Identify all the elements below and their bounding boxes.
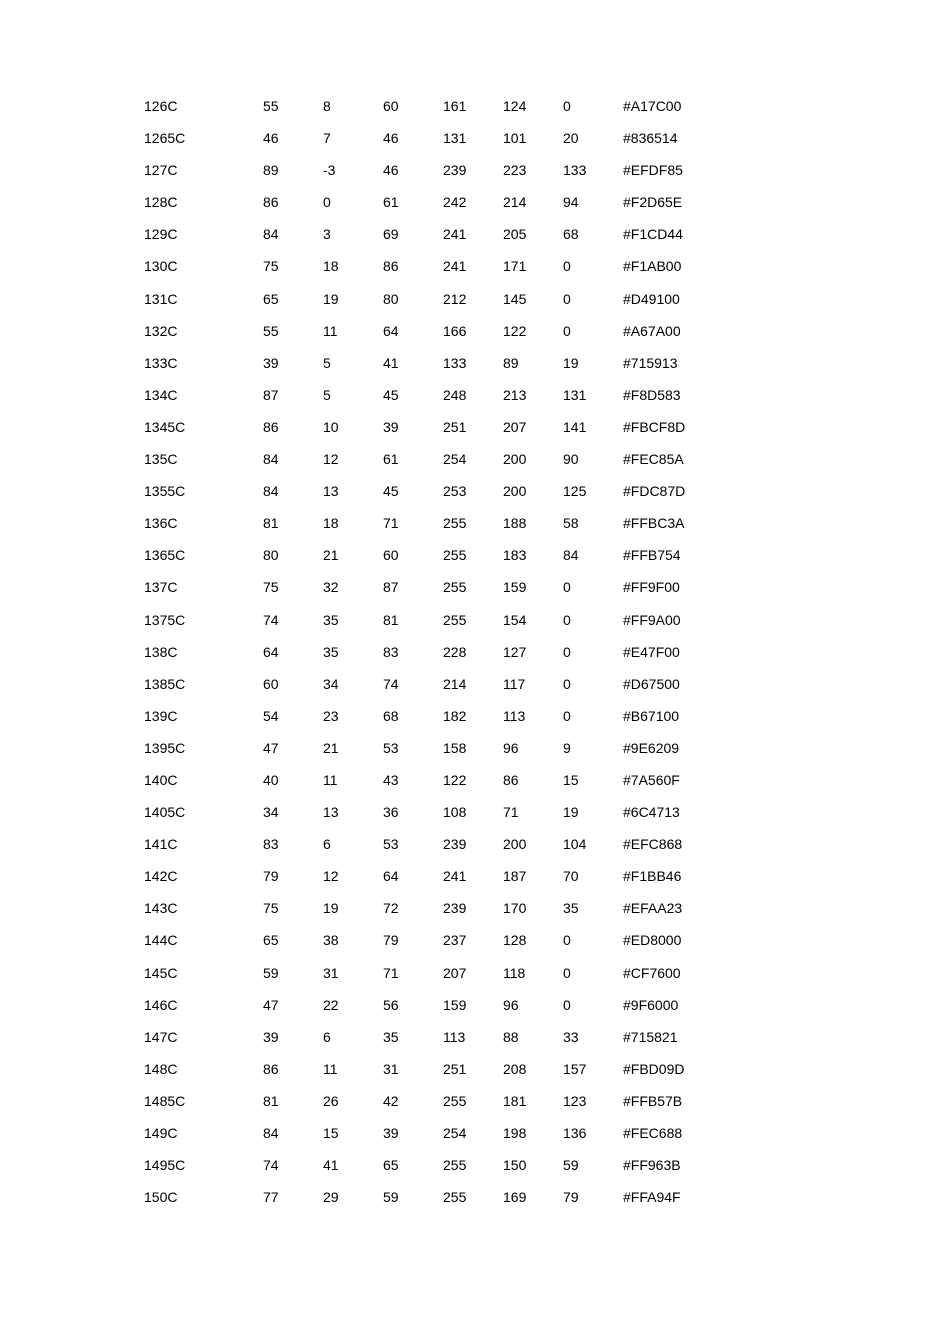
cell-hex: #D49100 <box>623 290 680 307</box>
cell-a-value: 19 <box>323 290 339 307</box>
cell-code: 140C <box>144 771 178 788</box>
cell-l-value: 39 <box>263 354 279 371</box>
cell-code: 138C <box>144 643 178 660</box>
cell-l-value: 40 <box>263 771 279 788</box>
cell-hex: #E47F00 <box>623 643 680 660</box>
cell-code: 131C <box>144 290 178 307</box>
cell-a-value: 11 <box>323 322 338 339</box>
cell-a-value: 41 <box>323 1157 339 1174</box>
cell-green: 223 <box>503 162 527 179</box>
cell-a-value: 35 <box>323 611 339 628</box>
cell-hex: #FFBC3A <box>623 515 685 532</box>
cell-b-value: 72 <box>383 900 399 917</box>
cell-blue: 0 <box>563 322 571 339</box>
cell-b-value: 83 <box>383 643 399 660</box>
cell-blue: 84 <box>563 547 579 564</box>
cell-green: 118 <box>503 964 526 981</box>
cell-a-value: 35 <box>323 643 339 660</box>
cell-a-value: 15 <box>323 1125 339 1141</box>
cell-l-value: 74 <box>263 611 279 628</box>
cell-red: 108 <box>443 804 467 821</box>
cell-green: 200 <box>503 836 527 853</box>
cell-blue: 19 <box>563 804 579 821</box>
cell-a-value: 5 <box>323 354 331 371</box>
cell-blue: 133 <box>563 162 587 179</box>
cell-b-value: 64 <box>383 322 399 339</box>
cell-code: 1495C <box>144 1157 186 1174</box>
cell-green: 88 <box>503 1028 519 1045</box>
cell-hex: #7A560F <box>623 771 680 788</box>
cell-red: 251 <box>443 418 467 435</box>
cell-hex: #9F6000 <box>623 996 679 1013</box>
cell-red: 253 <box>443 483 467 500</box>
cell-red: 122 <box>443 771 467 788</box>
cell-red: 166 <box>443 322 467 339</box>
cell-l-value: 84 <box>263 451 279 468</box>
cell-green: 145 <box>503 290 527 307</box>
cell-l-value: 47 <box>263 996 279 1013</box>
cell-green: 127 <box>503 643 527 660</box>
cell-l-value: 84 <box>263 483 279 500</box>
cell-b-value: 45 <box>383 483 399 500</box>
cell-green: 171 <box>503 258 527 275</box>
cell-b-value: 64 <box>383 868 399 885</box>
cell-red: 239 <box>443 900 467 917</box>
cell-red: 133 <box>443 354 467 371</box>
cell-b-value: 39 <box>383 1125 399 1141</box>
cell-green: 200 <box>503 451 527 468</box>
cell-red: 248 <box>443 386 467 403</box>
cell-a-value: 19 <box>323 900 339 917</box>
cell-green: 96 <box>503 739 519 756</box>
cell-l-value: 75 <box>263 900 279 917</box>
cell-code: 145C <box>144 964 178 981</box>
cell-b-value: 68 <box>383 707 399 724</box>
cell-l-value: 54 <box>263 707 279 724</box>
cell-green: 213 <box>503 386 527 403</box>
cell-hex: #9E6209 <box>623 739 680 756</box>
cell-code: 126C <box>144 98 178 114</box>
cell-green: 71 <box>503 804 519 821</box>
cell-hex: #FBCF8D <box>623 418 686 435</box>
cell-l-value: 75 <box>263 579 279 596</box>
cell-b-value: 46 <box>383 130 399 147</box>
cell-a-value: 11 <box>323 771 338 788</box>
cell-green: 86 <box>503 771 519 788</box>
cell-code: 1395C <box>144 739 186 756</box>
cell-blue: 0 <box>563 964 571 981</box>
cell-red: 214 <box>443 675 467 692</box>
cell-red: 242 <box>443 194 467 211</box>
cell-code: 146C <box>144 996 178 1013</box>
cell-red: 241 <box>443 258 467 275</box>
cell-b-value: 41 <box>383 354 399 371</box>
cell-hex: #715913 <box>623 354 678 371</box>
cell-red: 239 <box>443 836 467 853</box>
cell-hex: #FF963B <box>623 1157 681 1174</box>
cell-hex: #EFC868 <box>623 836 683 853</box>
cell-hex: #A17C00 <box>623 98 682 114</box>
cell-green: 154 <box>503 611 527 628</box>
cell-b-value: 53 <box>383 836 399 853</box>
cell-green: 207 <box>503 418 527 435</box>
cell-l-value: 46 <box>263 130 279 147</box>
cell-blue: 33 <box>563 1028 579 1045</box>
cell-red: 254 <box>443 451 467 468</box>
cell-hex: #F8D583 <box>623 386 681 403</box>
cell-a-value: -3 <box>323 162 336 179</box>
cell-l-value: 80 <box>263 547 279 564</box>
cell-b-value: 61 <box>383 451 399 468</box>
cell-a-value: 6 <box>323 836 331 853</box>
cell-a-value: 12 <box>323 451 339 468</box>
cell-green: 170 <box>503 900 527 917</box>
cell-red: 237 <box>443 932 467 949</box>
cell-red: 255 <box>443 1092 467 1109</box>
cell-hex: #ED8000 <box>623 932 682 949</box>
cell-code: 1405C <box>144 804 186 821</box>
cell-l-value: 65 <box>263 932 279 949</box>
cell-b-value: 39 <box>383 418 399 435</box>
cell-green: 124 <box>503 98 527 114</box>
cell-hex: #FEC85A <box>623 451 684 468</box>
cell-blue: 0 <box>563 258 571 275</box>
cell-hex: #715821 <box>623 1028 678 1045</box>
cell-hex: #D67500 <box>623 675 680 692</box>
cell-a-value: 26 <box>323 1092 339 1109</box>
cell-b-value: 74 <box>383 675 399 692</box>
cell-hex: #CF7600 <box>623 964 681 981</box>
cell-a-value: 29 <box>323 1189 339 1206</box>
cell-green: 113 <box>503 707 526 724</box>
cell-l-value: 55 <box>263 98 279 114</box>
cell-a-value: 22 <box>323 996 339 1013</box>
cell-a-value: 6 <box>323 1028 331 1045</box>
cell-blue: 70 <box>563 868 579 885</box>
cell-blue: 59 <box>563 1157 579 1174</box>
cell-green: 128 <box>503 932 527 949</box>
cell-blue: 94 <box>563 194 579 211</box>
cell-green: 150 <box>503 1157 527 1174</box>
cell-code: 136C <box>144 515 178 532</box>
cell-hex: #F1AB00 <box>623 258 682 275</box>
cell-b-value: 42 <box>383 1092 399 1109</box>
cell-code: 148C <box>144 1060 178 1077</box>
cell-red: 241 <box>443 868 467 885</box>
cell-green: 198 <box>503 1125 527 1141</box>
cell-blue: 19 <box>563 354 579 371</box>
cell-l-value: 86 <box>263 1060 279 1077</box>
cell-l-value: 89 <box>263 162 279 179</box>
cell-l-value: 84 <box>263 226 279 243</box>
cell-hex: #FFA94F <box>623 1189 681 1206</box>
cell-hex: #EFDF85 <box>623 162 683 179</box>
cell-l-value: 86 <box>263 418 279 435</box>
cell-l-value: 34 <box>263 804 279 821</box>
cell-blue: 0 <box>563 290 571 307</box>
cell-hex: #FFB754 <box>623 547 681 564</box>
cell-blue: 131 <box>563 386 587 403</box>
cell-a-value: 34 <box>323 675 339 692</box>
cell-green: 205 <box>503 226 527 243</box>
cell-code: 141C <box>144 836 178 853</box>
cell-a-value: 18 <box>323 515 339 532</box>
cell-hex: #FF9F00 <box>623 579 680 596</box>
cell-code: 150C <box>144 1189 178 1206</box>
cell-code: 135C <box>144 451 178 468</box>
cell-green: 122 <box>503 322 527 339</box>
cell-a-value: 0 <box>323 194 331 211</box>
cell-green: 188 <box>503 515 527 532</box>
cell-blue: 0 <box>563 675 571 692</box>
cell-code: 139C <box>144 707 178 724</box>
cell-red: 251 <box>443 1060 467 1077</box>
cell-red: 255 <box>443 1157 467 1174</box>
cell-blue: 123 <box>563 1092 587 1109</box>
cell-l-value: 86 <box>263 194 279 211</box>
cell-hex: #FF9A00 <box>623 611 681 628</box>
cell-b-value: 60 <box>383 98 399 114</box>
cell-a-value: 23 <box>323 707 339 724</box>
cell-l-value: 65 <box>263 290 279 307</box>
cell-a-value: 32 <box>323 579 339 596</box>
cell-code: 127C <box>144 162 178 179</box>
cell-red: 161 <box>443 98 467 114</box>
cell-a-value: 18 <box>323 258 339 275</box>
cell-red: 207 <box>443 964 467 981</box>
cell-l-value: 74 <box>263 1157 279 1174</box>
cell-code: 132C <box>144 322 178 339</box>
cell-b-value: 69 <box>383 226 399 243</box>
cell-a-value: 31 <box>323 964 339 981</box>
cell-red: 228 <box>443 643 467 660</box>
cell-red: 159 <box>443 996 467 1013</box>
cell-red: 113 <box>443 1028 466 1045</box>
cell-blue: 79 <box>563 1189 579 1206</box>
cell-green: 183 <box>503 547 527 564</box>
cell-red: 255 <box>443 579 467 596</box>
cell-green: 117 <box>503 675 526 692</box>
cell-code: 149C <box>144 1125 178 1141</box>
cell-a-value: 3 <box>323 226 331 243</box>
cell-l-value: 64 <box>263 643 279 660</box>
cell-l-value: 81 <box>263 1092 279 1109</box>
cell-b-value: 53 <box>383 739 399 756</box>
cell-code: 1385C <box>144 675 186 692</box>
cell-hex: #836514 <box>623 130 678 147</box>
cell-code: 134C <box>144 386 178 403</box>
cell-b-value: 45 <box>383 386 399 403</box>
cell-code: 142C <box>144 868 178 885</box>
cell-l-value: 84 <box>263 1125 279 1141</box>
cell-hex: #EFAA23 <box>623 900 683 917</box>
cell-red: 241 <box>443 226 467 243</box>
cell-a-value: 7 <box>323 130 331 147</box>
cell-b-value: 65 <box>383 1157 399 1174</box>
cell-code: 1265C <box>144 130 186 147</box>
cell-l-value: 81 <box>263 515 279 532</box>
cell-b-value: 80 <box>383 290 399 307</box>
cell-a-value: 10 <box>323 418 339 435</box>
cell-b-value: 35 <box>383 1028 399 1045</box>
cell-hex: #A67A00 <box>623 322 681 339</box>
cell-blue: 58 <box>563 515 579 532</box>
cell-blue: 0 <box>563 579 571 596</box>
cell-b-value: 79 <box>383 932 399 949</box>
cell-code: 133C <box>144 354 178 371</box>
cell-l-value: 60 <box>263 675 279 692</box>
cell-l-value: 83 <box>263 836 279 853</box>
cell-blue: 125 <box>563 483 587 500</box>
cell-code: 1485C <box>144 1092 186 1109</box>
cell-code: 147C <box>144 1028 178 1045</box>
cell-b-value: 71 <box>383 515 399 532</box>
cell-red: 182 <box>443 707 467 724</box>
cell-b-value: 81 <box>383 611 399 628</box>
cell-red: 255 <box>443 515 467 532</box>
cell-green: 89 <box>503 354 519 371</box>
cell-blue: 136 <box>563 1125 587 1141</box>
cell-blue: 0 <box>563 643 571 660</box>
cell-blue: 0 <box>563 98 571 114</box>
cell-code: 129C <box>144 226 178 243</box>
cell-b-value: 56 <box>383 996 399 1013</box>
cell-blue: 157 <box>563 1060 587 1077</box>
cell-l-value: 39 <box>263 1028 279 1045</box>
cell-l-value: 59 <box>263 964 279 981</box>
cell-blue: 20 <box>563 130 579 147</box>
cell-hex: #FEC688 <box>623 1125 683 1141</box>
cell-hex: #FFB57B <box>623 1092 683 1109</box>
cell-b-value: 61 <box>383 194 399 211</box>
cell-code: 144C <box>144 932 178 949</box>
cell-blue: 0 <box>563 611 571 628</box>
cell-red: 254 <box>443 1125 467 1141</box>
cell-b-value: 31 <box>383 1060 399 1077</box>
cell-blue: 0 <box>563 707 571 724</box>
cell-b-value: 36 <box>383 804 399 821</box>
cell-green: 200 <box>503 483 527 500</box>
cell-blue: 15 <box>563 771 579 788</box>
cell-red: 131 <box>443 130 467 147</box>
cell-hex: #B67100 <box>623 707 680 724</box>
cell-code: 143C <box>144 900 178 917</box>
cell-blue: 0 <box>563 996 571 1013</box>
cell-blue: 90 <box>563 451 579 468</box>
cell-a-value: 21 <box>323 739 339 756</box>
cell-blue: 104 <box>563 836 587 853</box>
cell-blue: 9 <box>563 739 571 756</box>
cell-code: 1345C <box>144 418 186 435</box>
cell-b-value: 87 <box>383 579 399 596</box>
cell-b-value: 43 <box>383 771 399 788</box>
cell-l-value: 79 <box>263 868 279 885</box>
cell-green: 101 <box>503 130 527 147</box>
cell-blue: 141 <box>563 418 587 435</box>
cell-a-value: 12 <box>323 868 339 885</box>
cell-hex: #F2D65E <box>623 194 683 211</box>
cell-b-value: 60 <box>383 547 399 564</box>
cell-red: 255 <box>443 1189 467 1206</box>
cell-a-value: 8 <box>323 98 331 114</box>
cell-green: 181 <box>503 1092 527 1109</box>
cell-hex: #FBD09D <box>623 1060 685 1077</box>
cell-b-value: 71 <box>383 964 399 981</box>
cell-a-value: 5 <box>323 386 331 403</box>
cell-hex: #FDC87D <box>623 483 686 500</box>
cell-code: 1365C <box>144 547 186 564</box>
cell-l-value: 75 <box>263 258 279 275</box>
cell-hex: #F1BB46 <box>623 868 682 885</box>
cell-code: 137C <box>144 579 178 596</box>
cell-l-value: 77 <box>263 1189 279 1206</box>
cell-code: 1355C <box>144 483 186 500</box>
cell-b-value: 46 <box>383 162 399 179</box>
cell-code: 128C <box>144 194 178 211</box>
cell-red: 158 <box>443 739 467 756</box>
cell-red: 239 <box>443 162 467 179</box>
cell-l-value: 87 <box>263 386 279 403</box>
cell-hex: #6C4713 <box>623 804 680 821</box>
cell-l-value: 47 <box>263 739 279 756</box>
cell-b-value: 59 <box>383 1189 399 1206</box>
cell-red: 212 <box>443 290 467 307</box>
cell-blue: 35 <box>563 900 579 917</box>
cell-red: 255 <box>443 611 467 628</box>
cell-red: 255 <box>443 547 467 564</box>
cell-a-value: 21 <box>323 547 339 564</box>
cell-green: 169 <box>503 1189 527 1206</box>
cell-a-value: 13 <box>323 804 339 821</box>
cell-a-value: 13 <box>323 483 339 500</box>
cell-green: 214 <box>503 194 527 211</box>
cell-green: 159 <box>503 579 527 596</box>
cell-green: 187 <box>503 868 527 885</box>
cell-code: 130C <box>144 258 178 275</box>
cell-green: 96 <box>503 996 519 1013</box>
cell-green: 208 <box>503 1060 527 1077</box>
cell-code: 1375C <box>144 611 186 628</box>
cell-l-value: 55 <box>263 322 279 339</box>
cell-a-value: 38 <box>323 932 339 949</box>
cell-blue: 68 <box>563 226 579 243</box>
cell-blue: 0 <box>563 932 571 949</box>
cell-a-value: 11 <box>323 1060 338 1077</box>
cell-hex: #F1CD44 <box>623 226 683 243</box>
cell-b-value: 86 <box>383 258 399 275</box>
